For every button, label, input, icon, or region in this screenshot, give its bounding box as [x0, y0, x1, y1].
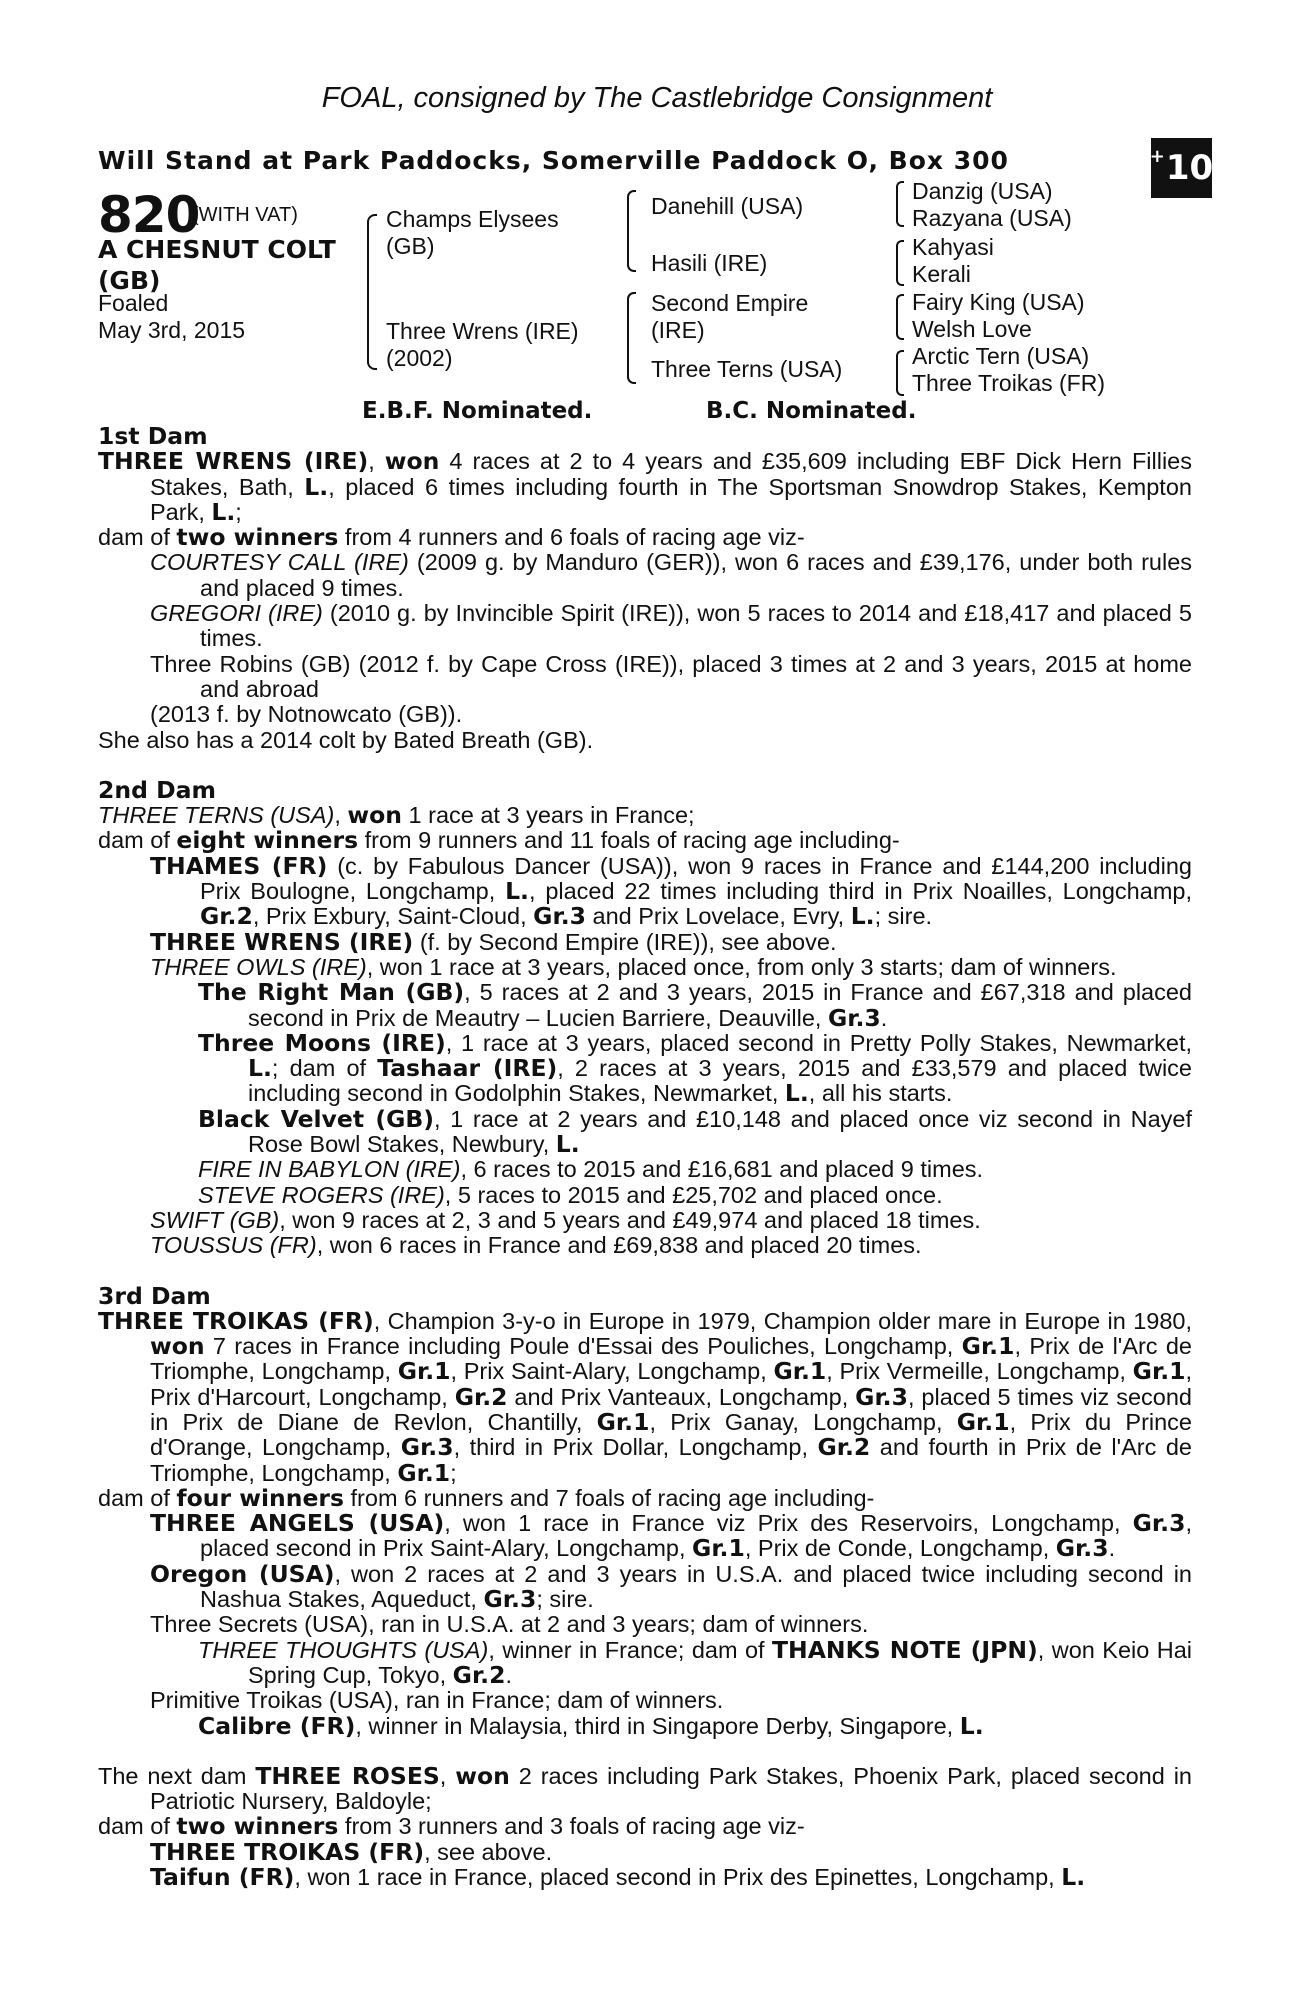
produce-black-velvet: Black Velvet (GB), 1 race at 2 years and £10,148 and placed once viz second in Nayef Rose Bowl Stakes, Newbury, L.	[198, 1104, 1192, 1159]
second-dam-heading: 2nd Dam	[98, 775, 216, 804]
third-dam-produce: dam of four winners from 6 runners and 7 foals of racing age including-	[98, 1483, 875, 1512]
lot-number: 820	[98, 186, 200, 244]
produce-three-moons: Three Moons (IRE), 1 race at 3 years, placed second in Pretty Polly Stakes, Newmarket, L.; dam of Tashaar (IRE), 2 races at 3 years, 2015 and £33,579 and placed twice including second in Godolphin Stakes, Newmarket, L., all his starts.	[198, 1028, 1192, 1108]
pedigree-g2: Kahyasi Kerali	[912, 234, 994, 287]
pedigree-dam: Three Wrens (IRE) (2002)	[386, 318, 579, 371]
produce-primitive-troikas: Primitive Troikas (USA), ran in France; dam of winners.	[150, 1687, 724, 1714]
first-dam-produce: dam of two winners from 4 runners and 6 foals of racing age viz-	[98, 523, 805, 552]
first-dam-intro: THREE WRENS (IRE), won 4 races at 2 to 4 years and £35,609 including EBF Dick Hern Fillies Stakes, Bath, L., placed 6 times including fourth in The Sportsman Snowdrop Stakes, Kempton Park, L.;	[98, 447, 1192, 526]
produce-swift: SWIFT (GB), won 9 races at 2, 3 and 5 years and £49,974 and placed 18 times.	[150, 1206, 981, 1233]
stand-location: Will Stand at Park Paddocks, Somerville Paddock O, Box 300	[98, 146, 1009, 175]
first-dam-also: She also has a 2014 colt by Bated Breath (GB).	[98, 726, 594, 753]
third-dam-heading: 3rd Dam	[98, 1281, 211, 1310]
pedigree-g3: Fairy King (USA) Welsh Love	[912, 289, 1085, 342]
produce-oregon: Oregon (USA), won 2 races at 2 and 3 years in U.S.A. and placed twice including second in Nashua Stakes, Aqueduct, Gr.3; sire.	[150, 1559, 1193, 1614]
first-dam-heading: 1st Dam	[98, 422, 208, 450]
produce-three-owls: THREE OWLS (IRE), won 1 race at 3 years, placed once, from only 3 starts; dam of winners.	[150, 953, 1117, 980]
sire-parents-brace	[627, 190, 636, 272]
next-dam-intro: The next dam THREE ROSES, won 2 races including Park Stakes, Phoenix Park, placed second in Patriotic Nursery, Baldoyle;	[98, 1761, 1192, 1815]
produce-three-thoughts: THREE THOUGHTS (USA), winner in France; dam of THANKS NOTE (JPN), won Keio Hai Spring Cup, Tokyo, Gr.2.	[198, 1635, 1193, 1689]
produce-steve-rogers: STEVE ROGERS (IRE), 5 races to 2015 and £25,702 and placed once.	[198, 1181, 943, 1208]
produce-three-secrets: Three Secrets (USA), ran in U.S.A. at 2 and 3 years; dam of winners.	[150, 1611, 869, 1638]
g1-brace	[896, 181, 904, 227]
vat-note: (WITH VAT)	[192, 204, 298, 226]
ebf-nominated: E.B.F. Nominated.	[362, 398, 593, 424]
g2-brace	[896, 240, 904, 286]
produce-taifun: Taifun (FR), won 1 race in France, placed second in Prix des Epinettes, Longchamp, L.	[150, 1863, 1086, 1892]
produce-calibre: Calibre (FR), winner in Malaysia, third in Singapore Derby, Singapore, L.	[198, 1711, 984, 1740]
lot-description: A CHESNUT COLT (GB)	[98, 235, 336, 295]
produce-toussus: TOUSSUS (FR), won 6 races in France and £69,838 and placed 20 times.	[150, 1232, 922, 1259]
second-dam-intro: THREE TERNS (USA), won 1 race at 3 years in France;	[98, 801, 695, 830]
produce-thames: THAMES (FR) (c. by Fabulous Dancer (USA)), won 9 races in France and £144,200 including Prix Boulogne, Longchamp, L., placed 22 times including third in Prix Noailles, Longchamp, Gr.2, Prix Exbury, Saint-Cloud, Gr.3 and Prix Lovelace, Evry, L.; sire.	[150, 851, 1192, 931]
next-dam-produce: dam of two winners from 3 runners and 3 foals of racing age viz-	[98, 1812, 805, 1841]
bc-nominated: B.C. Nominated.	[706, 398, 917, 424]
pedigree-g4: Arctic Tern (USA) Three Troikas (FR)	[912, 343, 1105, 396]
badge-plus: +	[1149, 145, 1165, 167]
pedigree-dam-dam: Three Terns (USA)	[651, 356, 843, 382]
dam-details	[98, 424, 1192, 1890]
foaled-date: Foaled May 3rd, 2015	[98, 290, 246, 343]
third-dam-intro: THREE TROIKAS (FR), Champion 3-y-o in Europe in 1979, Champion older mare in Europe in 1980, won 7 races in France including Poule d'Essai des Pouliches, Longchamp, Gr.1, Prix de l'Arc de Triomphe, Longchamp, Gr.1, Prix Saint-Alary, Longchamp, Gr.1, Prix Vermeille, Longchamp, Gr.1, Prix d'Harcourt, Longchamp, Gr.2 and Prix Vanteaux, Longchamp, Gr.3, placed 5 times viz second in Prix de Diane de Revlon, Chantilly, Gr.1, Prix Ganay, Longchamp, Gr.1, Prix du Prince d'Orange, Longchamp, Gr.3, third in Prix Dollar, Longchamp, Gr.2 and fourth in Prix de l'Arc de Triomphe, Longchamp, Gr.1;	[98, 1306, 1193, 1487]
g3-brace	[896, 294, 904, 340]
consignment-title: FOAL, consigned by The Castlebridge Consignment	[321, 82, 993, 114]
produce-three-troikas: THREE TROIKAS (FR), see above.	[150, 1837, 553, 1866]
produce-2013-filly: (2013 f. by Notnowcato (GB)).	[150, 701, 463, 728]
produce-three-robins: Three Robins (GB) (2012 f. by Cape Cross (IRE)), placed 3 times at 2 and 3 years, 2015 at home and abroad	[150, 650, 1192, 702]
pedigree-sire-sire: Danehill (USA)	[651, 193, 804, 219]
pedigree-sire-dam: Hasili (IRE)	[651, 250, 768, 276]
dam-parents-brace	[627, 292, 636, 384]
produce-the-right-man: The Right Man (GB), 5 races at 2 and 3 years, 2015 in France and £67,318 and placed second in Prix de Meautry – Lucien Barriere, Deauville, Gr.3.	[198, 978, 1193, 1032]
second-dam-produce: dam of eight winners from 9 runners and 11 foals of racing age including-	[98, 826, 900, 855]
produce-gregori: GREGORI (IRE) (2010 g. by Invincible Spirit (IRE)), won 5 races to 2014 and £18,417 and placed 5 times.	[150, 600, 1192, 652]
pedigree-sire: Champs Elysees (GB)	[386, 206, 559, 259]
produce-three-angels: THREE ANGELS (USA), won 1 race in France viz Prix des Reservoirs, Longchamp, Gr.3, placed second in Prix Saint-Alary, Longchamp, Gr.1, Prix de Conde, Longchamp, Gr.3.	[150, 1509, 1192, 1563]
produce-courtesy-call: COURTESY CALL (IRE) (2009 g. by Manduro (GER)), won 6 races and £39,176, under both rules and placed 9 times.	[150, 549, 1193, 601]
produce-fire-in-babylon: FIRE IN BABYLON (IRE), 6 races to 2015 and £16,681 and placed 9 times.	[198, 1156, 984, 1183]
badge-number: 10	[1165, 148, 1214, 188]
pedigree-g1: Danzig (USA) Razyana (USA)	[912, 178, 1072, 231]
g4-brace	[896, 350, 904, 396]
pedigree-dam-sire: Second Empire (IRE)	[651, 290, 809, 343]
ten-badge	[1151, 138, 1212, 198]
produce-three-wrens: THREE WRENS (IRE) (f. by Second Empire (IRE)), see above.	[150, 927, 837, 956]
sire-dam-brace	[367, 214, 377, 370]
